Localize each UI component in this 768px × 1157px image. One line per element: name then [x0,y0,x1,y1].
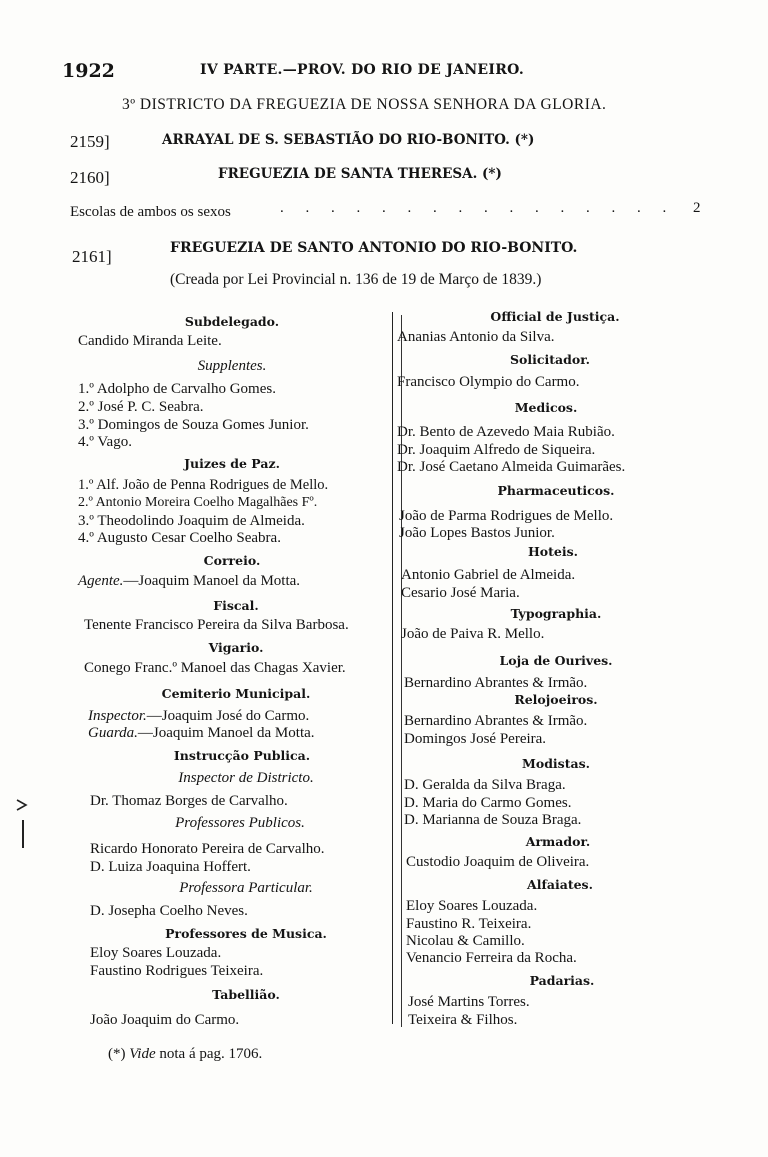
column-divider [392,312,393,1024]
inspector-name: —Joaquim José do Carmo. [146,708,310,724]
heading-alfaiates: Alfaiates. [527,877,593,892]
heading-inspector-districto: Inspector de Districto. [178,770,314,786]
correio-name: —Joaquim Manoel da Motta. [123,573,301,589]
entry-title-2161: FREGUEZIA DE SANTO ANTONIO DO RIO-BONITO. [170,240,578,256]
heading-cemiterio: Cemiterio Municipal. [161,686,311,701]
relojoeiro-item: Bernardino Abrantes & Irmão. [404,713,588,729]
heading-tabelliao: Tabellião. [212,987,280,1002]
heading-padarias: Padarias. [529,973,595,988]
heading-fiscal: Fiscal. [213,598,259,613]
padaria-item: Teixeira & Filhos. [408,1012,518,1028]
heading-relojoeiros: Relojoeiros. [514,692,598,707]
juiz-item: 1.º Alf. João de Penna Rodrigues de Mello. [78,477,329,493]
loja-name: Bernardino Abrantes & Irmão. [404,675,588,691]
entry-number-2159: 2159] [70,132,110,151]
heading-typographia: Typographia. [510,606,602,621]
footnote [108,1046,262,1063]
fiscal-name: Tenente Francisco Pereira da Silva Barbosa. [84,617,349,633]
professor-musica: Eloy Soares Louzada. [90,945,222,961]
tabelliao-name: João Joaquim do Carmo. [90,1012,240,1028]
juiz-item: 4.º Augusto Cesar Coelho Seabra. [78,530,281,546]
modista-item: D. Geralda da Silva Braga. [404,777,566,793]
pharmaceutico-item: João de Parma Rodrigues de Mello. [399,508,614,524]
official-name: Ananias Antonio da Silva. [397,329,555,345]
armador-name: Custodio Joaquim de Oliveira. [406,854,590,870]
correio-line [78,573,300,590]
heading-supplentes: Supplentes. [197,358,267,374]
footnote-vide: Vide [129,1046,156,1062]
footnote-mark: (*) [108,1046,126,1062]
modista-item: D. Marianna de Souza Braga. [404,812,582,828]
heading-solicitador: Solicitador. [510,352,590,367]
heading-modistas: Modistas. [522,756,590,771]
professor-publico: Ricardo Honorato Pereira de Carvalho. [90,841,325,857]
footnote-text: nota á pag. 1706. [159,1046,263,1062]
entry-number-2161: 2161] [72,247,112,266]
relojoeiro-item: Domingos José Pereira. [404,731,547,747]
heading-professora-particular: Professora Particular. [179,880,313,896]
guarda-role: Guarda. [88,725,138,741]
column-divider-inner [401,315,402,1027]
medico-item: Dr. Bento de Azevedo Maia Rubião. [397,424,615,440]
heading-instrucao: Instrucção Publica. [173,748,311,763]
heading-hoteis: Hoteis. [527,544,579,559]
hotel-item: Antonio Gabriel de Almeida. [401,567,576,583]
professor-musica: Faustino Rodrigues Teixeira. [90,963,264,979]
entry-title-2159: ARRAYAL DE S. SEBASTIÃO DO RIO-BONITO. (*) [162,132,535,148]
vigario-name: Conego Franc.º Manoel das Chagas Xavier. [84,660,346,676]
heading-subdelegado: Subdelegado. [184,314,280,329]
margin-mark-icon [14,796,34,856]
inspector-line [88,708,309,725]
heading-medicos: Medicos. [514,400,578,415]
guarda-line [88,725,315,742]
supplente-item: 4.º Vago. [78,434,132,450]
typographia-name: João de Paiva R. Mello. [401,626,545,642]
modista-item: D. Maria do Carmo Gomes. [404,795,572,811]
juiz-item: 3.º Theodolindo Joaquim de Almeida. [78,513,305,529]
juiz-item: 2.º Antonio Moreira Coelho Magalhães Fº. [78,495,318,510]
subdelegado-name: Candido Miranda Leite. [78,333,222,349]
district-title: 3º DISTRICTO DA FREGUEZIA DE NOSSA SENHORA DA GLORIA. [122,96,607,113]
supplente-item: 3.º Domingos de Souza Gomes Junior. [78,417,309,433]
heading-professores-musica: Professores de Musica. [165,926,327,941]
medico-item: Dr. Joaquim Alfredo de Siqueira. [397,442,596,458]
supplente-item: 2.º José P. C. Seabra. [78,399,204,415]
heading-juizes: Juizes de Paz. [184,456,280,471]
alfaiate-item: Venancio Ferreira da Rocha. [406,950,577,966]
escolas-dots: . . . . . . . . . . . . . . . . [280,200,676,216]
hotel-item: Cesario José Maria. [401,585,520,601]
heading-official: Official de Justiça. [490,309,620,324]
alfaiate-item: Eloy Soares Louzada. [406,898,538,914]
alfaiate-item: Faustino R. Teixeira. [406,916,532,932]
guarda-name: —Joaquim Manoel da Motta. [137,725,315,741]
inspector-role: Inspector. [88,708,147,724]
medico-item: Dr. José Caetano Almeida Guimarães. [397,459,626,475]
heading-professores-publicos: Professores Publicos. [175,815,305,831]
entry-subtitle-2161: (Creada por Lei Provincial n. 136 de 19 de Março de 1839.) [170,271,542,288]
correio-role: Agente. [78,573,124,589]
professora-particular-name: D. Josepha Coelho Neves. [90,903,248,919]
pharmaceutico-item: João Lopes Bastos Junior. [399,525,555,541]
part-title: IV PARTE.—PROV. DO RIO DE JANEIRO. [200,62,525,78]
supplente-item: 1.º Adolpho de Carvalho Gomes. [78,381,276,397]
padaria-item: José Martins Torres. [408,994,530,1010]
solicitador-name: Francisco Olympio do Carmo. [397,374,580,390]
escolas-label: Escolas de ambos os sexos [70,204,231,220]
inspector-districto-name: Dr. Thomaz Borges de Carvalho. [90,793,288,809]
alfaiate-item: Nicolau & Camillo. [406,933,525,949]
entry-number-2160: 2160] [70,168,110,187]
entry-title-2160: FREGUEZIA DE SANTA THERESA. (*) [218,166,502,182]
professor-publico: D. Luiza Joaquina Hoffert. [90,859,251,875]
escolas-value: 2 [693,200,701,216]
heading-vigario: Vigario. [208,640,264,655]
heading-loja-ourives: Loja de Ourives. [499,653,613,668]
page-number: 1922 [62,60,115,82]
heading-armador: Armador. [525,834,591,849]
heading-pharmaceuticos: Pharmaceuticos. [497,483,615,498]
heading-correio: Correio. [203,553,261,568]
